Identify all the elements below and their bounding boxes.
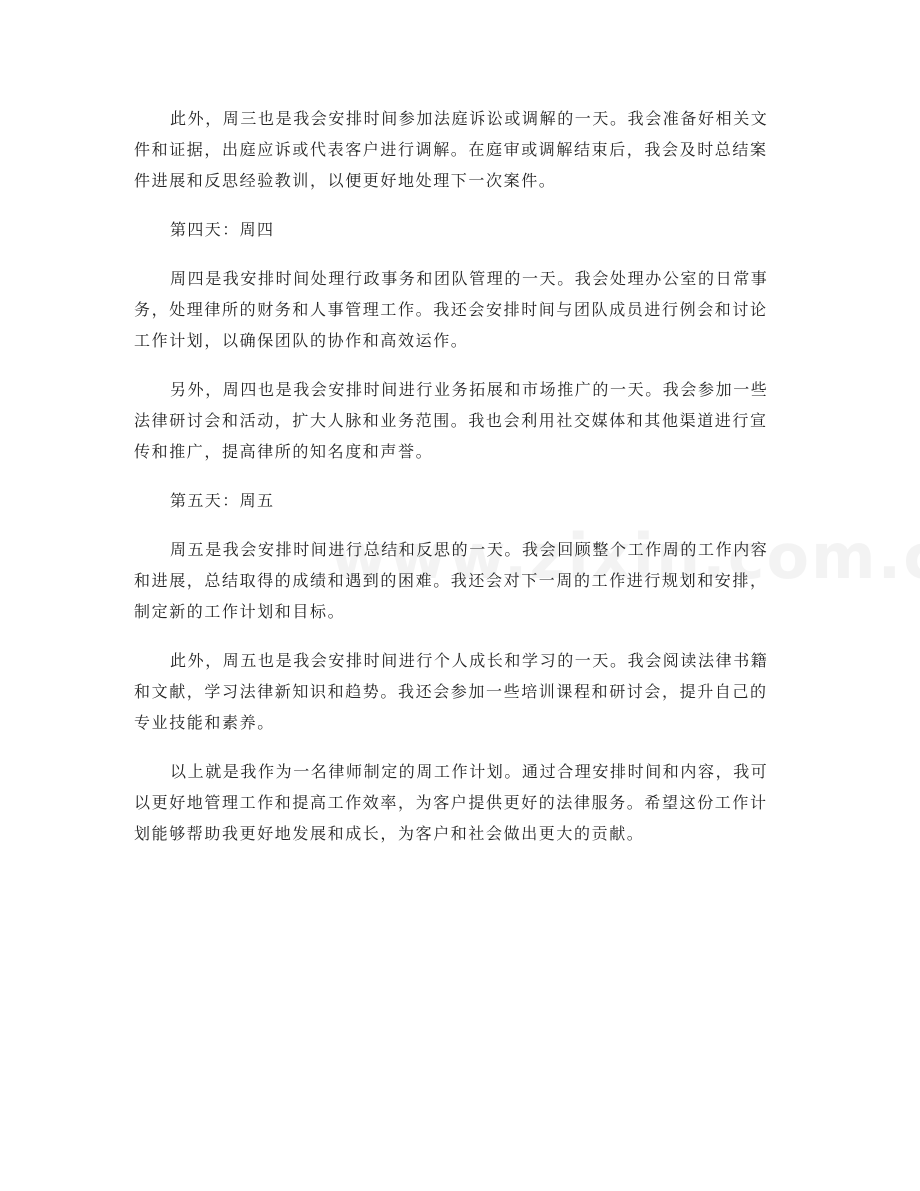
paragraph-conclusion: 以上就是我作为一名律师制定的周工作计划。通过合理安排时间和内容，我可以更好地管理工作和提高工作效率，为客户提供更好的法律服务。希望这份工作计划能够帮助我更好地发展和成长，为客户和社会做出更大的贡献。: [134, 762, 769, 843]
document-body: [134, 103, 782, 867]
paragraph-friday-learning: 此外，周五也是我会安排时间进行个人成长和学习的一天。我会阅读法律书籍和文献，学习法律新知识和趋势。我还会参加一些培训课程和研讨会，提升自己的专业技能和素养。: [134, 651, 769, 732]
paragraph-friday-review: 周五是我会安排时间进行总结和反思的一天。我会回顾整个工作周的工作内容和进展，总结取得的成绩和遇到的困难。我还会对下一周的工作进行规划和安排，制定新的工作计划和目标。: [134, 540, 769, 621]
paragraph-thursday-marketing: 另外，周四也是我会安排时间进行业务拓展和市场推广的一天。我会参加一些法律研讨会和活动，扩大人脉和业务范围。我也会利用社交媒体和其他渠道进行宣传和推广，提高律所的知名度和声誉。: [134, 380, 769, 461]
section-heading-thursday: 第四天：周四: [170, 220, 275, 239]
paragraph-wednesday-court: 此外，周三也是我会安排时间参加法庭诉讼或调解的一天。我会准备好相关文件和证据，出庭应诉或代表客户进行调解。在庭审或调解结束后，我会及时总结案件进展和反思经验教训，以便更好地处理下一次案件。: [134, 109, 769, 190]
section-heading-friday: 第五天：周五: [170, 491, 275, 510]
paragraph-thursday-admin: 周四是我安排时间处理行政事务和团队管理的一天。我会处理办公室的日常事务，处理律所的财务和人事管理工作。我还会安排时间与团队成员进行例会和讨论工作计划，以确保团队的协作和高效运作。: [134, 269, 769, 350]
